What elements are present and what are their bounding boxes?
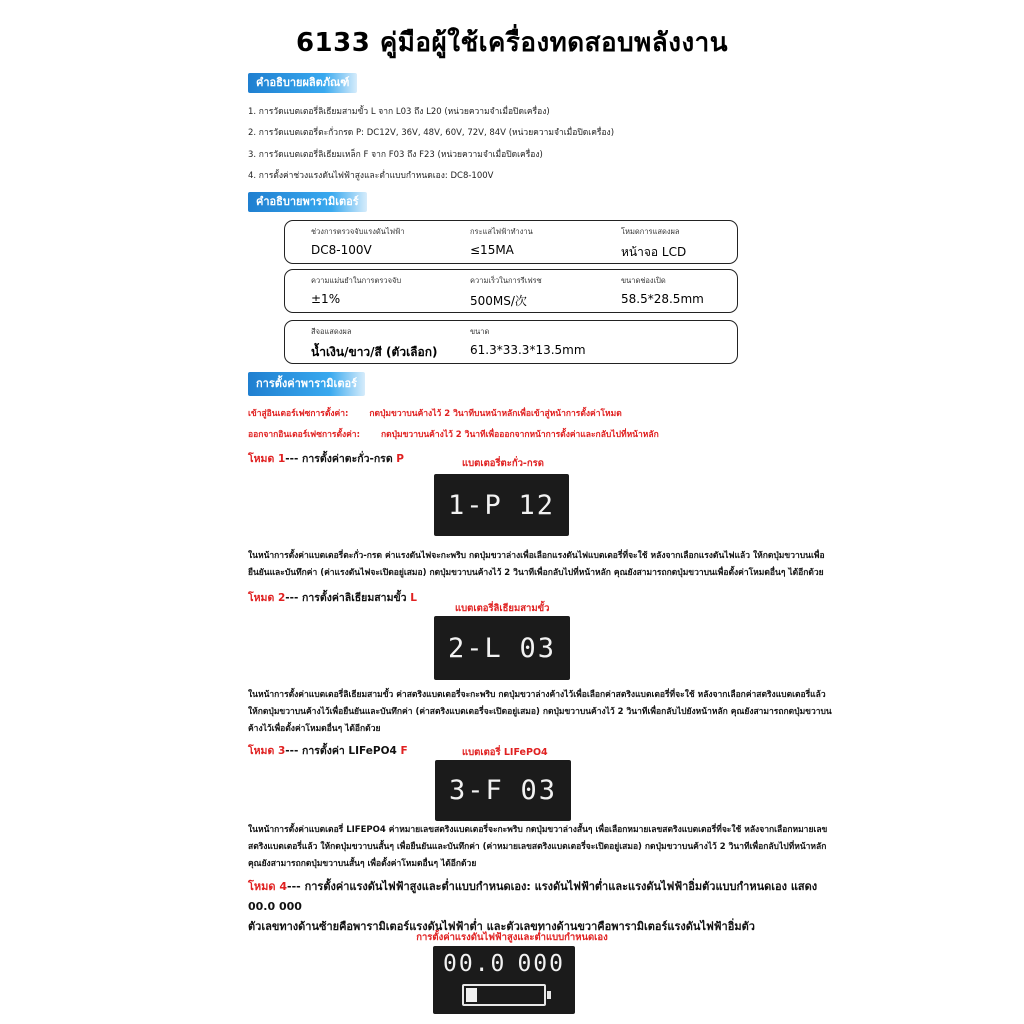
param-label: ขนาด (470, 327, 490, 336)
lcd-right-text: 03 (519, 632, 556, 664)
mode-3-description (248, 822, 848, 873)
param-label: ช่วงการตรวจจับแรงดันไฟฟ้า (311, 227, 405, 236)
mode-title: --- การตั้งค่าตะกั่ว-กรด (285, 453, 397, 465)
lcd-left-text: 3-F (449, 775, 504, 806)
param-voltage-range (311, 226, 405, 257)
lcd-left-text: 1-P (448, 489, 503, 521)
battery-icon (462, 984, 546, 1006)
mode-2-description (248, 687, 848, 738)
paragraph-line: คุณยังสามารถกดปุ่มขวาบนสั้นๆ เพื่อตั้งค่าโหมดอื่นๆ ได้อีกด้วย (248, 859, 477, 869)
param-value: DC8-100V (311, 243, 372, 257)
paragraph-line: ให้กดปุ่มขวาบนค้างไว้เพื่อยืนยันและบันทึกค่า (ค่าสตริงแบตเตอรี่จะเปิดอยู่เสมอ) กดปุ่มขวาบนค้างไว้ 2 วินาทีเพื่อกลับไปยังหน้าหลัก คุณยังสามารถกดปุ่มขวาบน (248, 707, 832, 717)
param-value: 58.5*28.5mm (621, 292, 704, 306)
param-size (470, 326, 586, 357)
mode-suffix: P (396, 453, 404, 465)
list-item: 4. การตั้งค่าช่วงแรงดันไฟฟ้าสูงและต่ำแบบกำหนดเอง: DC8-100V (248, 171, 494, 181)
paragraph-line (248, 877, 848, 917)
lcd-caption: แบตเตอรี่ตะกั่ว-กรด (462, 458, 544, 469)
paragraph-line: ในหน้าการตั้งค่าแบตเตอรี่ LIFEPO4 ค่าหมายเลขสตริงแบตเตอรี่จะกะพริบ กดปุ่มขวาล่างสั้นๆ เพื่อเลือกหมายเลขสตริงแบตเตอรี่ที่จะใช้ หลังจากเลือกหมายเลข (248, 825, 828, 835)
paragraph-line: ในหน้าการตั้งค่าแบตเตอรี่ลิเธียมสามขั้ว ค่าสตริงแบตเตอรี่จะกะพริบ กดปุ่มขวาล่างค้างไว้เพื่อเลือกค่าสตริงแบตเตอรี่ที่จะใช้ หลังจากเลือกค่าสตริงแบตเตอรี่แล้ว (248, 690, 826, 700)
mode-4-line-1: --- การตั้งค่าแรงดันไฟฟ้าสูงและต่ำแบบกำหนดเอง: แรงดันไฟฟ้าต่ำและแรงดันไฟฟ้าอิ่มตัวแบบกำหนดเอง แสดง 00.0 000 (248, 880, 818, 913)
param-working-current (470, 226, 533, 257)
param-value: 500MS/次 (470, 294, 527, 308)
list-item: 2. การวัดแบตเตอรี่ตะกั่วกรด P: DC12V, 36V, 48V, 60V, 72V, 84V (หน่วยความจำเมื่อปิดเครื่อง) (248, 128, 615, 138)
exit-settings-label: ออกจากอินเตอร์เฟซการตั้งค่า: (248, 430, 360, 440)
lcd-caption: แบตเตอรี่ LIFePO4 (462, 747, 548, 758)
lcd-caption: แบตเตอรี่ลิเธียมสามขั้ว (455, 603, 550, 614)
mode-title: --- การตั้งค่าลิเธียมสามขั้ว (285, 592, 411, 604)
section-heading-product-description: คำอธิบายผลิตภัณฑ์ (248, 73, 357, 93)
param-label: กระแสไฟฟ้าทำงาน (470, 227, 533, 236)
paragraph-line: ในหน้าการตั้งค่าแบตเตอรี่ตะกั่ว-กรด ค่าแรงดันไฟจะกะพริบ กดปุ่มขวาล่างเพื่อเลือกแรงดันไฟแบตเตอรี่ที่จะใช้ หลังจากเลือกแรงดันไฟแล้ว ให้กดปุ่มขวาบนเพื่อ (248, 551, 825, 561)
param-label: ความเร็วในการรีเฟรช (470, 276, 542, 285)
param-display-color (311, 326, 437, 362)
battery-terminal (547, 991, 551, 999)
param-label: ขนาดช่องเปิด (621, 276, 666, 285)
param-value: น้ำเงิน/ขาว/สี (ตัวเลือก) (311, 345, 438, 359)
paragraph-line: สตริงแบตเตอรี่แล้ว ให้กดปุ่มขวาบนสั้นๆ เพื่อยืนยันและบันทึกค่า (ค่าหมายเลขสตริงแบตเตอรี่จะเปิดอยู่เสมอ) กดปุ่มขวาบนค้างไว้ 2 วินาทีเพื่อกลับไปที่หน้าหลัก (248, 842, 827, 852)
param-value: หน้าจอ LCD (621, 245, 687, 259)
mode-1-heading (248, 450, 404, 467)
mode-suffix: L (410, 592, 417, 604)
param-value: ±1% (311, 292, 341, 306)
mode-prefix: โหมด 2 (248, 592, 286, 604)
lcd-right-text: 12 (518, 489, 555, 521)
lcd-display-mode-4 (433, 946, 575, 1014)
exit-settings-text: กดปุ่มขวาบนค้างไว้ 2 วินาทีเพื่อออกจากหน้าการตั้งค่าและกลับไปที่หน้าหลัก (380, 430, 659, 440)
param-value: 61.3*33.3*13.5mm (470, 343, 586, 357)
lcd-right-text: 000 (517, 951, 565, 977)
list-item: 1. การวัดแบตเตอรี่ลิเธียมสามขั้ว L จาก L03 ถึง L20 (หน่วยความจำเมื่อปิดเครื่อง) (248, 107, 550, 117)
mode-prefix: โหมด 3 (248, 745, 286, 757)
param-label: โหมดการแสดงผล (621, 227, 680, 236)
enter-settings-text: กดปุ่มขวาบนค้างไว้ 2 วินาทีบนหน้าหลักเพื่อเข้าสู่หน้าการตั้งค่าโหมด (369, 409, 622, 419)
parameter-box-3 (284, 320, 738, 364)
mode-prefix: โหมด 1 (248, 453, 286, 465)
param-label: สีจอแสดงผล (311, 327, 352, 336)
mode-3-heading (248, 742, 408, 759)
paragraph-line: ค้างไว้เพื่อตั้งค่าโหมดอื่นๆ ได้อีกด้วย (248, 724, 381, 734)
lcd-display-mode-1 (434, 474, 569, 536)
param-opening-size (621, 275, 704, 306)
param-refresh-rate (470, 275, 542, 309)
exit-settings-line (248, 427, 659, 441)
param-value: ≤15MA (470, 243, 514, 257)
mode-4-line-2: ตัวเลขทางด้านซ้ายคือพารามิเตอร์แรงดันไฟฟ้าต่ำ และตัวเลขทางด้านขวาคือพารามิเตอร์แรงดันไฟฟ้าอิ่มตัว (248, 920, 755, 933)
mode-prefix: โหมด 4 (248, 880, 288, 893)
parameter-box-2 (284, 269, 738, 313)
param-display-mode (621, 226, 686, 262)
page-title: 6133 คู่มือผู้ใช้เครื่องทดสอบพลังงาน (295, 28, 729, 58)
section-heading-parameters: คำอธิบายพารามิเตอร์ (248, 192, 367, 212)
enter-settings-line (248, 406, 622, 420)
parameter-box-1 (284, 220, 738, 264)
lcd-right-text: 03 (520, 775, 557, 806)
mode-2-heading (248, 589, 417, 606)
lcd-left-text: 2-L (448, 632, 503, 664)
param-accuracy (311, 275, 401, 306)
lcd-display-mode-2 (434, 616, 570, 680)
lcd-display-mode-3 (435, 760, 571, 821)
enter-settings-label: เข้าสู่อินเตอร์เฟซการตั้งค่า: (248, 409, 349, 419)
lcd-digits-row (443, 950, 565, 978)
mode-title: --- การตั้งค่า LIFePO4 (285, 745, 401, 757)
section-heading-settings: การตั้งค่าพารามิเตอร์ (248, 372, 365, 396)
lcd-left-text: 00.0 (443, 951, 507, 977)
mode-suffix: F (400, 745, 408, 757)
list-item: 3. การวัดแบตเตอรี่ลิเธียมเหล็ก F จาก F03 ถึง F23 (หน่วยความจำเมื่อปิดเครื่อง) (248, 150, 543, 160)
paragraph-line: ยืนยันและบันทึกค่า (ค่าแรงดันไฟจะเปิดอยู่เสมอ) กดปุ่มขวาบนค้างไว้ 2 วินาทีเพื่อกลับไปที่หน้าหลัก คุณยังสามารถกดปุ่มขวาบนเพื่อตั้งค่าโหมดอื่นๆ ได้อีกด้วย (248, 568, 824, 578)
mode-4-description (248, 877, 848, 937)
lcd-caption: การตั้งค่าแรงดันไฟฟ้าสูงและต่ำแบบกำหนดเอง (416, 932, 608, 943)
battery-level-fill (466, 988, 477, 1002)
mode-1-description (248, 548, 848, 582)
param-label: ความแม่นยำในการตรวจจับ (311, 276, 402, 285)
